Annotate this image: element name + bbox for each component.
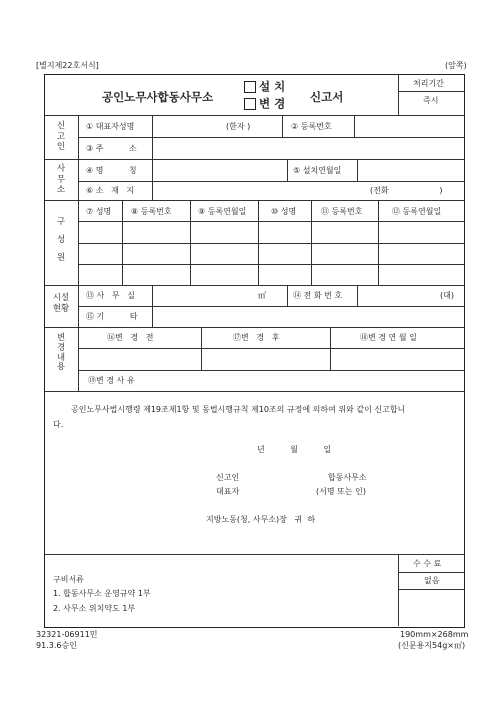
change-reason-label: ⑲변 경 사 유 bbox=[88, 376, 135, 385]
divider bbox=[282, 115, 283, 137]
other-label: ⑮ 기 타 bbox=[86, 312, 138, 321]
office-area-label: ⑬ 사 무 실 bbox=[86, 291, 135, 300]
divider bbox=[78, 181, 464, 182]
after-change-header: ⑰변 경 후 bbox=[233, 333, 280, 342]
divider bbox=[45, 554, 464, 555]
form-frame bbox=[44, 74, 465, 628]
location-label: ⑥ 소 재 지 bbox=[86, 186, 135, 195]
divider bbox=[398, 91, 464, 92]
processing-period-value: 즉시 bbox=[423, 96, 439, 105]
signature-field[interactable]: (서명 또는 인) bbox=[316, 487, 366, 496]
declaration-date: 년 월 일 bbox=[257, 445, 332, 454]
paper-size: 190mm×268mm bbox=[400, 630, 469, 639]
members-section-label: 구 성 원 bbox=[56, 217, 66, 263]
divider bbox=[78, 115, 79, 391]
divider bbox=[398, 589, 464, 590]
divider bbox=[287, 285, 288, 306]
divider bbox=[122, 200, 123, 285]
divider bbox=[357, 159, 358, 181]
checkbox-icon[interactable] bbox=[244, 98, 256, 110]
rep-name-label: ① 대표자성명 bbox=[86, 122, 135, 131]
phone-count-label: ⑭ 전 화 번 호 bbox=[293, 291, 343, 300]
processing-period-label: 처리기간 bbox=[413, 79, 444, 88]
divider bbox=[357, 285, 358, 306]
divider bbox=[152, 285, 153, 327]
divider bbox=[190, 200, 191, 285]
divider bbox=[287, 159, 288, 181]
required-doc-item: 1. 합동사무소 운영규약 1부 bbox=[53, 589, 151, 598]
phone-field[interactable]: (전화 ) bbox=[370, 186, 443, 195]
divider bbox=[354, 115, 355, 137]
divider bbox=[78, 348, 464, 349]
office-name-label: ④ 명 칭 bbox=[86, 166, 137, 175]
fee-value: 없음 bbox=[424, 576, 440, 585]
form-code: 32321-06911민 bbox=[36, 630, 98, 639]
declaration-text: 공인노무사법시행령 제19조제1항 및 동법시행규칙 제10조의 규정에 의하여 위와 같이 신고합니 bbox=[71, 405, 406, 414]
member-col-header: ⑦ 성명 bbox=[86, 207, 112, 216]
form-number: [별지제22호서식] bbox=[36, 61, 99, 70]
page-side-label: (앞쪽) bbox=[445, 61, 467, 70]
required-doc-item: 2. 사무소 위치약도 1부 bbox=[53, 604, 136, 613]
divider bbox=[78, 221, 464, 222]
member-col-header: ⑨ 등록연월일 bbox=[198, 207, 247, 216]
divider bbox=[78, 370, 464, 371]
addressee: 지방노동(청, 사무소)장 귀 하 bbox=[206, 515, 316, 524]
divider bbox=[45, 159, 464, 160]
required-docs-title: 구비서류 bbox=[53, 575, 84, 584]
hanja-field[interactable]: (한자 ) bbox=[226, 122, 251, 131]
reg-no-label: ② 등록번호 bbox=[291, 122, 332, 131]
divider bbox=[398, 75, 399, 115]
option-establish[interactable]: 설 치 bbox=[244, 81, 285, 93]
checkbox-icon[interactable] bbox=[244, 81, 256, 93]
phone-count-unit: (대) bbox=[440, 291, 454, 300]
fee-label: 수 수 료 bbox=[413, 559, 442, 568]
divider bbox=[330, 327, 331, 370]
reporter-section-label: 신 고 인 bbox=[56, 121, 66, 153]
form-title-prefix: 공인노무사합동사무소 bbox=[102, 90, 214, 104]
divider bbox=[78, 264, 464, 265]
divider bbox=[45, 285, 464, 286]
divider bbox=[398, 572, 464, 573]
reporter-label: 신고인 bbox=[216, 473, 240, 482]
est-date-label: ⑤ 설치연월일 bbox=[293, 166, 342, 175]
divider bbox=[45, 391, 464, 392]
approval-date: 91.3.6승인 bbox=[36, 641, 77, 650]
paper-type: (신문용지54g×㎡) bbox=[398, 641, 466, 650]
divider bbox=[311, 200, 312, 285]
divider bbox=[78, 137, 464, 138]
office-section-label: 사 무 소 bbox=[56, 164, 66, 196]
representative-label: 대표자 bbox=[216, 487, 240, 496]
member-col-header: ⑩ 성명 bbox=[271, 207, 297, 216]
divider bbox=[45, 327, 464, 328]
divider bbox=[378, 200, 379, 285]
member-col-header: ⑫ 등록연월일 bbox=[392, 207, 442, 216]
address-label: ③ 주 소 bbox=[86, 144, 137, 153]
joint-office-label: 합동사무소 bbox=[328, 473, 367, 482]
divider bbox=[152, 115, 153, 159]
before-change-header: ⑯변 경 전 bbox=[107, 333, 154, 342]
divider bbox=[258, 200, 259, 285]
change-date-header: ⑱변 경 연 월 일 bbox=[360, 333, 417, 342]
member-col-header: ⑧ 등록번호 bbox=[131, 207, 172, 216]
divider bbox=[78, 243, 464, 244]
form-title-suffix: 신고서 bbox=[310, 90, 344, 104]
divider bbox=[78, 306, 464, 307]
member-col-header: ⑪ 등록번호 bbox=[321, 207, 363, 216]
divider bbox=[201, 327, 202, 370]
facility-section-label: 시설 현황 bbox=[52, 293, 70, 314]
declaration-text-end: 다. bbox=[53, 420, 64, 429]
divider bbox=[45, 200, 464, 201]
area-unit: ㎡ bbox=[258, 291, 266, 300]
changes-section-label: 변 경 내 용 bbox=[56, 333, 66, 373]
divider bbox=[45, 115, 464, 116]
divider bbox=[398, 554, 399, 626]
divider bbox=[152, 159, 153, 200]
option-change[interactable]: 변 경 bbox=[244, 98, 285, 110]
